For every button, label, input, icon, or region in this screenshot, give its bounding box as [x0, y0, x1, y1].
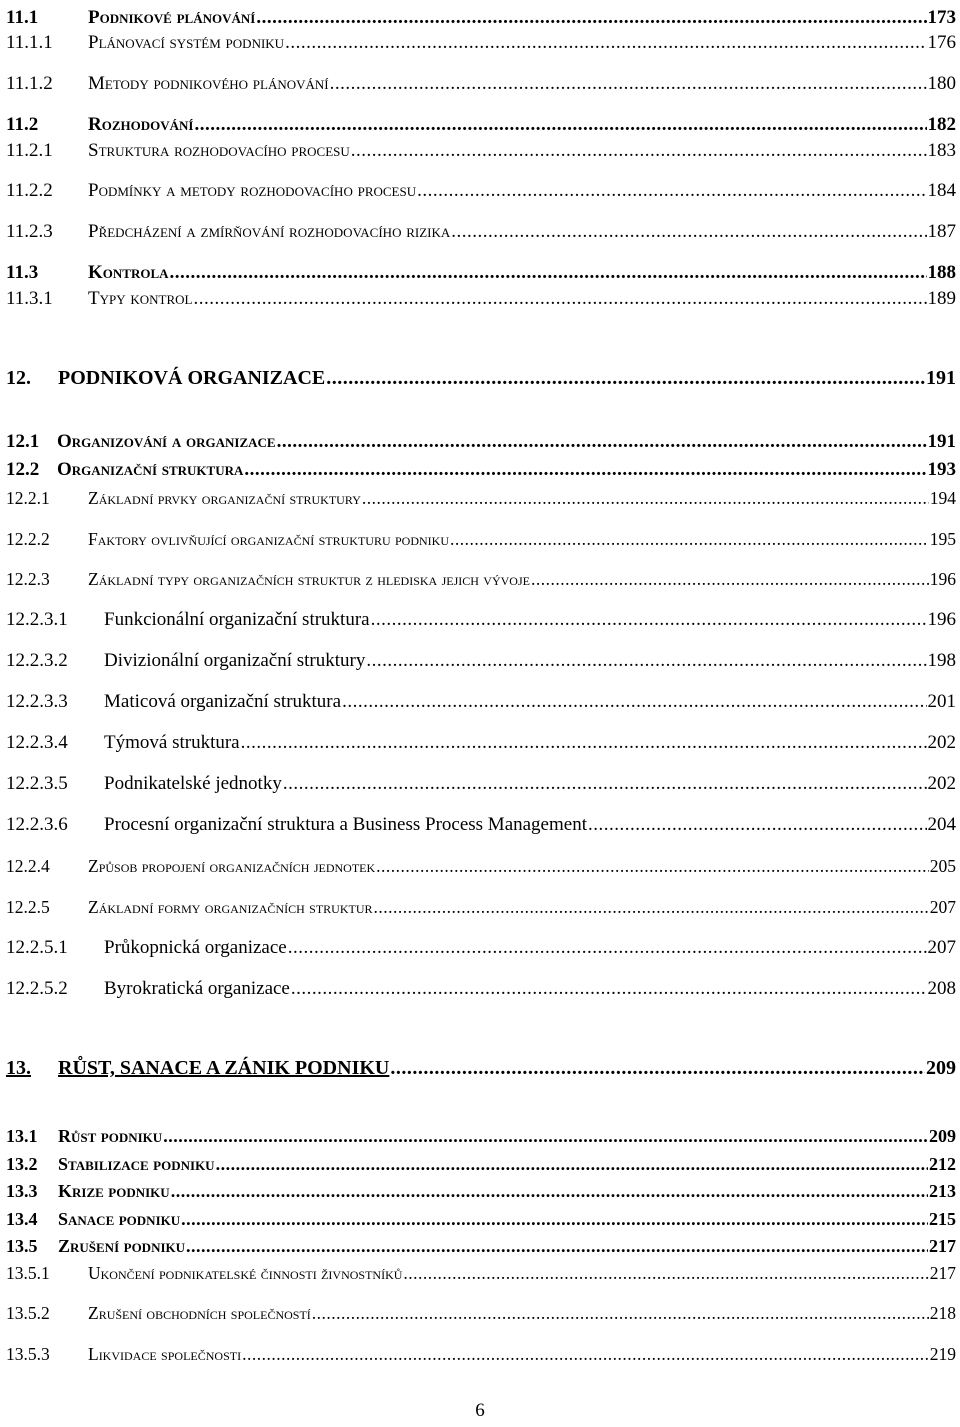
toc-entry-number: 11.2.3 [6, 221, 53, 242]
toc-entry-title: Stabilizace podniku [58, 1154, 215, 1174]
toc-entry-page: 188 [927, 262, 956, 283]
toc-leader-dots [288, 940, 927, 959]
toc-leader-dots [451, 224, 926, 243]
toc-leader-dots [242, 1348, 929, 1366]
toc-leader-dots [312, 1307, 929, 1325]
toc-entry[interactable] [6, 455, 956, 481]
toc-entry[interactable] [6, 810, 956, 836]
toc-entry-page: 182 [927, 114, 956, 135]
toc-entry-page: 217 [929, 1263, 956, 1283]
toc-entry-page: 202 [927, 732, 956, 753]
toc-entry-title: Faktory ovlivňující organizační strukturu podniku [88, 529, 450, 549]
toc-entry-number: 11.2.1 [6, 140, 53, 161]
toc-entry-page: 196 [929, 569, 956, 589]
toc-entry[interactable] [6, 769, 956, 795]
toc-entry-number: 12.2.3.4 [6, 732, 68, 753]
toc-entry-title: Divizionální organizační struktury [104, 650, 366, 671]
toc-leader-dots [170, 265, 927, 284]
toc-entry[interactable] [6, 217, 956, 243]
toc-entry-title: Rozhodování [88, 114, 194, 135]
toc-entry-title: RŮST, SANACE A ZÁNIK PODNIKU [58, 1057, 390, 1079]
toc-entry-title: Ukončení podnikatelské činnosti živnostníků [88, 1263, 403, 1283]
toc-entry-title: Kontrola [88, 262, 169, 283]
toc-entry-number: 13.5.3 [6, 1344, 50, 1364]
toc-entry-page: 219 [929, 1344, 956, 1364]
toc-entry-page: 215 [929, 1209, 956, 1229]
toc-leader-dots [277, 434, 927, 453]
toc-entry[interactable] [6, 258, 956, 284]
toc-entry-title: Základní prvky organizační struktury [88, 488, 361, 508]
toc-entry-title: Podnikatelské jednotky [104, 773, 282, 794]
toc-entry-page: 201 [927, 691, 956, 712]
toc-entry-number: 12.2 [6, 459, 40, 480]
toc-entry-number: 11.2.2 [6, 180, 53, 201]
toc-entry[interactable] [6, 483, 956, 509]
toc-leader-dots [163, 1129, 928, 1147]
toc-entry-page: 180 [927, 73, 956, 94]
toc-entry[interactable] [6, 110, 956, 136]
toc-entry-title: Struktura rozhodovacího procesu [88, 140, 350, 161]
toc-entry-number: 11.3 [6, 262, 39, 283]
toc-entry-number: 12.2.4 [6, 856, 50, 876]
toc-entry-page: 209 [926, 1057, 956, 1079]
toc-leader-dots [588, 817, 927, 836]
toc-leader-dots [291, 981, 927, 1000]
toc-entry[interactable] [6, 1204, 956, 1230]
toc-leader-dots [193, 291, 926, 310]
toc-entry-number: 11.2 [6, 114, 39, 135]
toc-leader-dots [351, 143, 927, 162]
toc-entry[interactable] [6, 892, 956, 918]
toc-entry-title: PODNIKOVÁ ORGANIZACE [58, 367, 326, 389]
toc-leader-dots [241, 735, 927, 754]
toc-entry[interactable] [6, 1258, 956, 1284]
toc-entry[interactable] [6, 1339, 956, 1365]
toc-entry[interactable] [6, 564, 956, 590]
toc-entry-page: 204 [927, 814, 956, 835]
toc-entry-number: 12.2.3.5 [6, 773, 68, 794]
toc-entry-title: Plánovací systém podniku [88, 32, 285, 53]
toc-leader-dots [374, 901, 929, 919]
toc-entry[interactable] [6, 427, 956, 453]
toc-leader-dots [244, 462, 926, 481]
toc-entry-page: 218 [929, 1303, 956, 1323]
toc-entry-title: Maticová organizační struktura [104, 691, 342, 712]
toc-entry-number: 11.1.1 [6, 32, 53, 53]
toc-entry-page: 202 [927, 773, 956, 794]
toc-entry[interactable] [6, 933, 956, 959]
toc-entry-number: 12.2.5 [6, 897, 50, 917]
toc-entry-title: Typy kontrol [88, 288, 193, 309]
toc-entry-number: 11.3.1 [6, 288, 53, 309]
toc-entry-number: 13. [6, 1057, 31, 1079]
toc-leader-dots [376, 860, 929, 878]
toc-entry-page: 195 [929, 529, 956, 549]
toc-entry-page: 217 [929, 1236, 956, 1256]
toc-entry[interactable] [6, 1149, 956, 1175]
toc-entry[interactable] [6, 1121, 956, 1147]
toc-entry[interactable] [6, 728, 956, 754]
toc-entry-number: 13.5.2 [6, 1303, 50, 1323]
toc-entry[interactable] [6, 687, 956, 713]
toc-entry-page: 189 [927, 288, 956, 309]
toc-entry-number: 12.2.3.2 [6, 650, 68, 671]
toc-entry-title: Procesní organizační struktura a Business Process Management [104, 814, 587, 835]
toc-leader-dots [342, 694, 926, 713]
toc-leader-dots [371, 612, 927, 631]
toc-entry[interactable] [6, 69, 956, 95]
toc-entry-number: 12.2.3.6 [6, 814, 68, 835]
toc-entry-page: 194 [929, 488, 956, 508]
toc-entry-page: 191 [926, 367, 956, 389]
toc-entry-page: 207 [929, 897, 956, 917]
toc-entry-number: 12.2.3 [6, 569, 50, 589]
toc-entry-title: Funkcionální organizační struktura [104, 609, 370, 630]
toc-entry-number: 13.5.1 [6, 1263, 50, 1283]
toc-leader-dots [390, 1060, 925, 1080]
toc-entry[interactable] [6, 1176, 956, 1202]
toc-entry-number: 12.1 [6, 431, 40, 452]
toc-entry-title: Týmová struktura [104, 732, 240, 753]
toc-entry[interactable] [6, 605, 956, 631]
toc-entry-number: 13.4 [6, 1209, 38, 1229]
toc-leader-dots [366, 653, 926, 672]
toc-entry[interactable] [6, 284, 956, 310]
toc-entry[interactable] [6, 1231, 956, 1257]
toc-entry-title: Organizační struktura [57, 459, 244, 480]
toc-entry-page: 198 [927, 650, 956, 671]
toc-entry-number: 13.5 [6, 1236, 38, 1256]
toc-leader-dots [256, 10, 926, 29]
toc-entry-page: 191 [927, 431, 956, 452]
toc-entry[interactable] [6, 28, 956, 54]
toc-leader-dots [186, 1239, 928, 1257]
toc-entry-number: 12.2.5.2 [6, 978, 68, 999]
toc-entry-number: 13.3 [6, 1181, 38, 1201]
toc-entry-title: Podnikové plánování [88, 7, 256, 28]
toc-entry-page: 183 [927, 140, 956, 161]
toc-entry-number: 12. [6, 367, 31, 389]
toc-entry-number: 12.2.3.3 [6, 691, 68, 712]
toc-leader-dots [362, 492, 929, 510]
toc-entry-title: Likvidace společnosti [88, 1344, 242, 1364]
toc-entry-page: 213 [929, 1181, 956, 1201]
toc-entry-title: Podmínky a metody rozhodovacího procesu [88, 180, 417, 201]
toc-entry-title: Způsob propojení organizačních jednotek [88, 856, 376, 876]
toc-entry-page: 193 [927, 459, 956, 480]
toc-entry-title: Zrušení obchodních společností [88, 1303, 311, 1323]
toc-entry-title: Průkopnická organizace [104, 937, 287, 958]
toc-entry-page: 176 [927, 32, 956, 53]
toc-entry-title: Základní typy organizačních struktur z hlediska jejich vývoje [88, 569, 530, 589]
toc-entry-number: 11.1.2 [6, 73, 53, 94]
toc-entry[interactable] [6, 851, 956, 877]
toc-entry-page: 184 [927, 180, 956, 201]
toc-entry-page: 173 [927, 7, 956, 28]
toc-leader-dots [181, 1212, 928, 1230]
toc-leader-dots [216, 1157, 928, 1175]
toc-entry[interactable] [6, 176, 956, 202]
toc-leader-dots [194, 117, 926, 136]
toc-entry[interactable] [6, 646, 956, 672]
toc-leader-dots [403, 1267, 928, 1285]
toc-entry-number: 12.2.5.1 [6, 937, 68, 958]
toc-entry-number: 13.2 [6, 1154, 38, 1174]
toc-entry-title: Byrokratická organizace [104, 978, 290, 999]
toc-entry-title: Metody podnikového plánování [88, 73, 329, 94]
toc-leader-dots [417, 183, 926, 202]
toc-entry-number: 12.2.2 [6, 529, 50, 549]
toc-entry[interactable] [6, 3, 956, 29]
toc-entry-page: 209 [929, 1126, 956, 1146]
toc-entry-title: Základní formy organizačních struktur [88, 897, 373, 917]
toc-entry-page: 207 [927, 937, 956, 958]
toc-entry-number: 13.1 [6, 1126, 38, 1146]
toc-entry-number: 12.2.1 [6, 488, 50, 508]
toc-entry-page: 187 [927, 221, 956, 242]
toc-entry[interactable] [6, 1298, 956, 1324]
toc-entry-page: 196 [927, 609, 956, 630]
toc-entry-number: 11.1 [6, 7, 39, 28]
toc-entry-page: 208 [927, 978, 956, 999]
page-number: 6 [475, 1400, 485, 1421]
toc-leader-dots [283, 776, 927, 795]
toc-entry-title: Zrušení podniku [58, 1236, 186, 1256]
toc-leader-dots [285, 35, 926, 54]
toc-entry[interactable] [6, 524, 956, 550]
toc-entry-page: 212 [929, 1154, 956, 1174]
toc-chapter[interactable] [6, 1054, 956, 1080]
toc-leader-dots [326, 370, 925, 390]
toc-leader-dots [171, 1184, 928, 1202]
toc-entry[interactable] [6, 974, 956, 1000]
toc-leader-dots [531, 573, 929, 591]
toc-entry-title: Předcházení a zmírňování rozhodovacího rizika [88, 221, 451, 242]
toc-leader-dots [330, 76, 927, 95]
toc-chapter[interactable] [6, 364, 956, 390]
toc-leader-dots [450, 533, 929, 551]
toc-entry-title: Růst podniku [58, 1126, 163, 1146]
toc-entry-title: Krize podniku [58, 1181, 170, 1201]
toc-entry-number: 12.2.3.1 [6, 609, 68, 630]
toc-entry-title: Organizování a organizace [57, 431, 276, 452]
toc-entry-page: 205 [929, 856, 956, 876]
toc-entry[interactable] [6, 136, 956, 162]
toc-entry-title: Sanace podniku [58, 1209, 181, 1229]
